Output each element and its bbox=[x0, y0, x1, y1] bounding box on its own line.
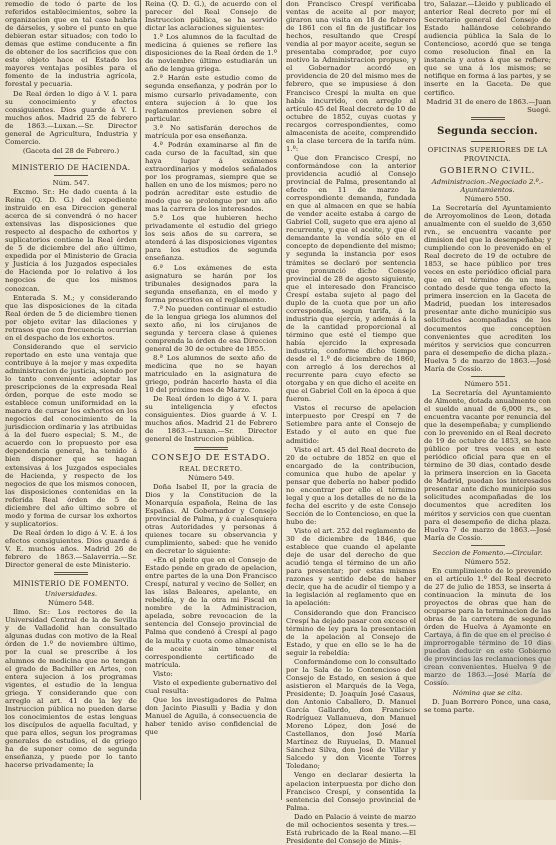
column-rule bbox=[140, 0, 141, 800]
paragraph: Vistos el recurso de apelacion interpuesto por Crespí en 7 de Setiembre para ante el Consejo de Estado y el auto en que fue admitido: bbox=[286, 404, 416, 445]
signature-line: Madrid 31 de enero de 1863.—Juan Suegé. bbox=[426, 97, 551, 114]
order-number: Número 550. bbox=[464, 194, 511, 203]
order-number: Número 551. bbox=[464, 379, 511, 388]
paragraph: De Real órden lo digo á V. I. para su inteligencia y efectos consiguientes. Dios guarde á V. I. muchos años. Madrid 21 de Febrero de 1863.—Luxan.—Sr. Director general de Instruccion pública. bbox=[145, 395, 277, 444]
paragraph: remedio de todo ó parte de los referidos establecimientos, sobre la organizacion que en tal caso habría de dárseles, y sobre el punto en que debieran estar situados; con todo lo demas que estime conducente a fin de obtener de los sacrificios que con este objeto hace el Estado los mayores ventajas posibles para el fomento de la industria agrícola, forestal y pecuaria. bbox=[5, 0, 137, 89]
list-caption: Nómina que se cita. bbox=[452, 688, 523, 697]
paragraph: Visto el art. 45 del Real decreto de 20 de octubre de 1852 en que el encargado de la contribucion, comunica que hubo de apelar y pensar que debería no haber podido no encontrar por ello el término legal y que a los detalles de no de la fecha del escrito y de este Consejo Sección de lo Contencioso, en que la hubo de: bbox=[286, 445, 416, 526]
paragraph: Doña Isabel II, por la gracia de Dios y la Constitucion de la Monarquía española, Reina de las Españas. Al Gobernador y Consejo provincial de Palma, y á cualesquiera otras Autoridades y personas á quienes tocare su observancia y cumplimiento, sabed: que he venido en decretar lo siguiente: bbox=[145, 482, 277, 555]
paragraph: 5.ª Los que hubieren hecho privadamente el estudio del griego los seis años de su carrera, se atenderá á las disposiciones vigentes para los estudios de segunda enseñanza. bbox=[145, 214, 277, 263]
ministry-heading: MINISTERIO DE HACIENDA. bbox=[11, 162, 131, 172]
column-1 bbox=[2, 0, 140, 800]
divider bbox=[471, 117, 505, 120]
paragraph: La Secretaría del Ayuntamiento de Arroyomolinos de Leon, dotada anualmente con el sueldo de 3,650 rvn., se encuentra vacante por dimision del que la desempeñaba; y cumpliendo con lo prevenido en el Real decreto de 19 de octubre de 1853, se hace público por tres veces en este periódico oficial para que en el término de un mes, contado desde que tenga efecto la primera insercion en la Gaceta de Madrid, puedan los interesados presentar ante dicho municipio sus solicitudes acompañadas de los documentos que conceptúen convenientes que acrediten los méritos y servicios que concurren para el desempeño de dicha plaza.-Huelva 5 de marzo de 1863.—José María de Cossío. bbox=[424, 203, 551, 373]
divider bbox=[471, 376, 505, 377]
paragraph: Enterada S. M.; y considerando que las disposiciones de la citada Real órden de 5 de diciembre tienen por objeto evitar las dilaciones y retrasos que con frecuencia ocurrian en el despacho de los exhortos. bbox=[5, 293, 137, 342]
paragraph: 8.ª Los alumnos de sexto año de medicina que no se hayan matriculado en la asignatura de griego, podrán hacerlo hasta el dia 10 del próximo mes de Marzo. bbox=[145, 354, 277, 395]
divider bbox=[194, 447, 228, 450]
paragraph: Que don Francisco Crespí, no conformándose con la anterior providencia acudió al Consejo provincial de Palma, presentando al efecto en 11 de marzo la correspondiente demanda, fundada en que al almacen en que se había de vender aceite estaba á cargo de Gabriel Coll, sugeto que era ajeno al recurrente, y que el aceite, y que él demandante la vendía sólo en el concepto de dependiente del mismo; y segunda la instancia por esos trámites se declaró por sentencia que pronunció dicho Consejo provincial de 28 de agosto siguiente, que el interesado don Francisco Crespí estaba sujeto al pago del duplo de la cuota que por un año correspondía, segun tarifa, á la industria que ejercía, y además á la de la cantidad proporcional al término que esté el tiempo que había ejercido la expresada industria, conforme dicho tiempo desde el 1.º de diciembre de 1860, con arreglo á los derechos al recurrente para cuyo efecto se otorgaba y en que dicho el aceite en que el Gabriel Coll en la época á que fueron. bbox=[286, 153, 416, 404]
column-rule bbox=[419, 0, 420, 800]
paragraph: Visto el art. 252 del reglamento de 30 de diciembre de 1846, que establece que cuando el apelante deje de usar del derecho de que acudió tenga el término de un año para presentar; por estas mismas razones y sentido debe de haber decir, que ha de acudir el tiempo y a la legislación al reglamento que en la apelación: bbox=[286, 527, 416, 608]
paragraph: Dado en Palacio á veinte de marzo de mil ochocientos sesenta y tres.—Está rubricado de la Real mano.—El Presidente del Consejo de Minis- bbox=[286, 812, 416, 845]
council-heading: CONSEJO DE ESTADO. bbox=[151, 452, 271, 463]
column-4 bbox=[421, 0, 554, 800]
paragraph: 1.ª Los alumnos de la facultad de medicina á quienes se refiere las disposiciones de la Real órden de 1.º de noviembre último estudiarán un año de lengua griega. bbox=[145, 33, 277, 74]
divider bbox=[471, 141, 505, 142]
subsection-heading: Administracion.-Negociado 2.º.-Ayuntamientos. bbox=[431, 177, 544, 194]
paragraph: don Francisco Crespí verificaba ventas de aceite al por mayor, giraron una visita en 18 de febrero de 1861 con el fin de justificar los hechos, resultando que Crespí vendia al por mayor aceite, segun se presentaba comprador, por cuyo motivo la Administracion propuso, y el Gobernador acordó en providencia de 20 del mismo mes de febrero, que se impusiese á don Francisco Crespí la multa en que había incurrido, con arreglo al artículo 45 del Real decreto de 10 de octubre de 1852, cuyas cuotas y recargos correspondientes, como almacenista de aceite, comprendido en la clase tercera de la tarifa núm. 1.º: bbox=[286, 0, 416, 153]
paragraph: De Real órden lo digo á V. I. para su conocimiento y efectos consiguientes. Dios guarde á V. I. muchos años. Madrid 25 de febrero de 1863.—Luxan.—Sr. Director general de Agricultura, Industria y Comercio. bbox=[5, 89, 137, 146]
paragraph: Conformándome con lo consultado por la Sala de lo Contencioso del Consejo de Estado, en sesion á que asistieron el Marqués de la Vega, Presidente; D. Joaquín José Casaus, don Antonio Caballero, D. Manuel García Gallardo, don Francisco Rodríguez Vallanueva, don Manuel Moreno López, don José de Castellanos, don José María Martínez de Ruyuelas, D. Manuel Sánchez Silva, don José de Villar y Salcedo y don Vicente Torres Toledano; bbox=[286, 657, 416, 771]
column-rule bbox=[281, 0, 282, 800]
column-3 bbox=[283, 0, 419, 845]
paragraph: 6.ª Los exámenes de esta asignatura se harán por los tribunales designados para la segunda enseñanza, en el modo y forma prescritos en el reglamento. bbox=[145, 263, 277, 304]
section-heading: Universidades. bbox=[44, 590, 98, 599]
paragraph: De Real órden lo digo á V. E. á los efectos consiguientes. Dios guarde á V. E. muchos años. Madrid 26 de febrero de 1863.—Salaverría.—Sr. Director general de este Ministerio. bbox=[5, 528, 137, 570]
paragraph: La Secretaría del Ayuntamiento de Almonte, dotada anualmente con el sueldo anual de 6,000 rs., se encuentra vacante por renuncia del que la desempeñaba; y cumpliendo con lo prevenido en el Real decreto de 19 de octubre de 1853, se hace público por tres veces en este periódico oficial para que en el término de 30 dias, contado desde la primera insercion en la Gaceta de Madrid, puedan los interesados presentar ante dicho municipio sus solicitudes acompañadas de los documentos que acrediten los méritos y servicios con que cuentan para el desempeño de dicha plaza. Huelva 7 de marzo de 1863.—José María de Cossío. bbox=[424, 388, 551, 542]
divider bbox=[471, 545, 505, 546]
paragraph: Reina (Q. D. G.), de acuerdo con el parecer del Real Consejo de Instruccion pública, se ha servido dictar las aclaraciones siguientes: bbox=[145, 0, 277, 33]
paragraph: 2.ª Harán este estudio como de segunda enseñanza, y podrán por lo mismo cursarlo privadamente, con entera sujecion á lo que los reglamentos previenen sobre el particular. bbox=[145, 74, 277, 123]
paragraph: Vengo en declarar desierta la apelacion interpuesta por dicho don Francisco Crespí, y consentida la sentencia del Consejo provincial de Palma. bbox=[286, 771, 416, 812]
order-number: Número 549. bbox=[187, 473, 235, 482]
column-2 bbox=[142, 0, 280, 800]
order-number: Núm. 547. bbox=[52, 178, 90, 187]
offices-heading: OFICINAS SUPERIORES DE LA PROVINCIA. bbox=[427, 145, 548, 163]
gazette-reference: (Gaceta del 28 de Febrero.) bbox=[22, 146, 120, 155]
paragraph: Visto: bbox=[153, 669, 173, 678]
divider bbox=[54, 158, 88, 159]
paragraph: Visto el expediente gubernativo del cual resulta: bbox=[145, 678, 277, 695]
section-heading: Segunda seccion. bbox=[437, 125, 538, 137]
paragraph: Excmo. Sr.: He dado cuenta á la Reina (Q. D. G.) del expediente instruido en esa Direccion general acerca de si convendrá ó no hacer extensivas las disposiciones que respecto al despacho de exhortos y suplicatorios contiene la Real órden de 5 de diciembre del año último, expedida por el Ministerio de Gracia y Justicia á los Juzgados especiales de Hacienda por lo relativo á los negocios de que los mismos conozcan. bbox=[5, 187, 137, 293]
subsection-heading: Seccion de Fomento.—Circular. bbox=[432, 548, 543, 557]
ministry-heading: MINISTERIO DE FOMENTO. bbox=[13, 579, 129, 589]
order-number: Número 548. bbox=[47, 599, 95, 608]
paragraph: Considerando que el servicio reportado en este una ventaja que contribuye á la mejor y mas expedita administracion de justicia, siendo por lo tanto conveniente adoptar las prescripciones de la expresada Real órden, porque de este modo se establece comun uniformidad en la manera de cursar los exhortos en los negocios del conocimiento de la jurisdiccion ordinaria y las atribuidas á la del fuero especial; S. M., de acuerdo con lo propuesto por esa dependencia general, ha tenido á bien disponer que se hagan extensivas á los Juzgados especiales de Hacienda, y respecto de los negocios de que los mismos conocen, las disposiciones contenidas en la referida Real órden de 5 de diciembre del año último sobre el modo y forma de cursar los exhortos y suplicatorios. bbox=[5, 342, 137, 528]
paragraph: Considerando que don Francisco Crespí ha dejado pasar con exceso el término de ley para la presentación de la apelación al Consejo de Estado, y que en ello se le ha de seguir la rebeldía: bbox=[286, 608, 416, 657]
paragraph: 7.ª No pueden continuar el estudio de la lengua griega los alumnos del sexto año, ni los cirujanos de segunda y tercera clase á quienes comprenda la órden de esa Direccion general de 30 de octubre de 1855. bbox=[145, 304, 277, 353]
paragraph: tro, Salazar.—Lleido y publicado el anterior Real decreto por mí el Secretario general del Consejo de Estado hallándose celebrando audiencia pública la Sala de lo Contencioso, acordó que se tenga como resolucion final en la instancia y autos á que se refiere; que se una á los mismos; se notifique en forma á las partes, y se inserte en la Gaceta. De que certifico. bbox=[424, 0, 551, 97]
paragraph: 4.ª Podrán examinarse al fin de cada curso de la facultad, sin que haya lugar á exámenes extraordinarios y modelos señalados por los programas, siempre que se hallen en uno de los mismos; pero no podrán acreditar este estudio de modo que se prolongue por un año mas la carrera de los interesados. bbox=[145, 140, 277, 214]
divider bbox=[54, 175, 88, 176]
paragraph: En cumplimiento de lo prevenido en el artículo 1.º del Real decreto de 27 de julio de 1853, se inserta á continuacion la minuta de los proyectos de obras que han de ocuparse para la terminacion de las obras de la carretera de segundo órden de Huelva á Ayamonte en Cartaya, á fin de que en el preciso é improrrogable término de 10 dias puedan deducir en este Gobierno de provincias las reclamaciones que crean convenientes. Huelva 9 de marzo de 1863.—José María de Cossío. bbox=[424, 566, 551, 688]
divider bbox=[54, 572, 88, 575]
paragraph: Que los investigadores de Palma don Jacinto Piasulli y Badia y don Manuel de Aguila, á consecuencia de haber tenido aviso confidencial de que bbox=[145, 695, 277, 737]
government-heading: GOBIERNO CIVIL. bbox=[439, 165, 536, 176]
paragraph: Ilmo. Sr.: Los rectores de la Universidad Central de la de Sevilla y de Valladolid han consultado algunas dudas con motivo de la Real órden de 1.º de noviembre último, por la cual se prescribe á los alumnos de medicina que no tengan el grado de Bachiller en Artes, con entera sujecion á los programas vigentes, el estudio de la lengua griega. Y considerando que con arreglo al art. 41 de la ley de Instruccion pública no pueden darse los conocimientos de estas lenguas los discípulos de aquella facultad, y que para ellos, segun los programas generales de estudios, el de griego ha de suponer como de segunda enseñanza, y puede por lo tanto hacerse privadamente; la bbox=[5, 608, 137, 770]
paragraph: D. Juan Borrero Ponce, una casa, se toma parte. bbox=[424, 697, 551, 714]
paragraph: 3.ª No satisfarán derechos de matrícula por esa enseñanza. bbox=[145, 123, 277, 140]
paragraph: «En el pleito que en el Consejo de Estado pende en grado de apelacion, entre partes de la una Don Francisco Crespí, natural y vecino de Soller, en las islas Baleares, apelante, en rebeldía, y de la otra mi Fiscal en nombre de la Administracion, apelada, sobre revocacion de la sentencia del Consejo provincial de Palma que condenó á Crespí al pago de la multa y cuota como almacenista de aceite sin tener el correspondiente certificado de matrícula. bbox=[145, 556, 277, 669]
order-number: Número 552. bbox=[464, 557, 511, 566]
decree-heading: REAL DECRETO. bbox=[179, 464, 243, 473]
